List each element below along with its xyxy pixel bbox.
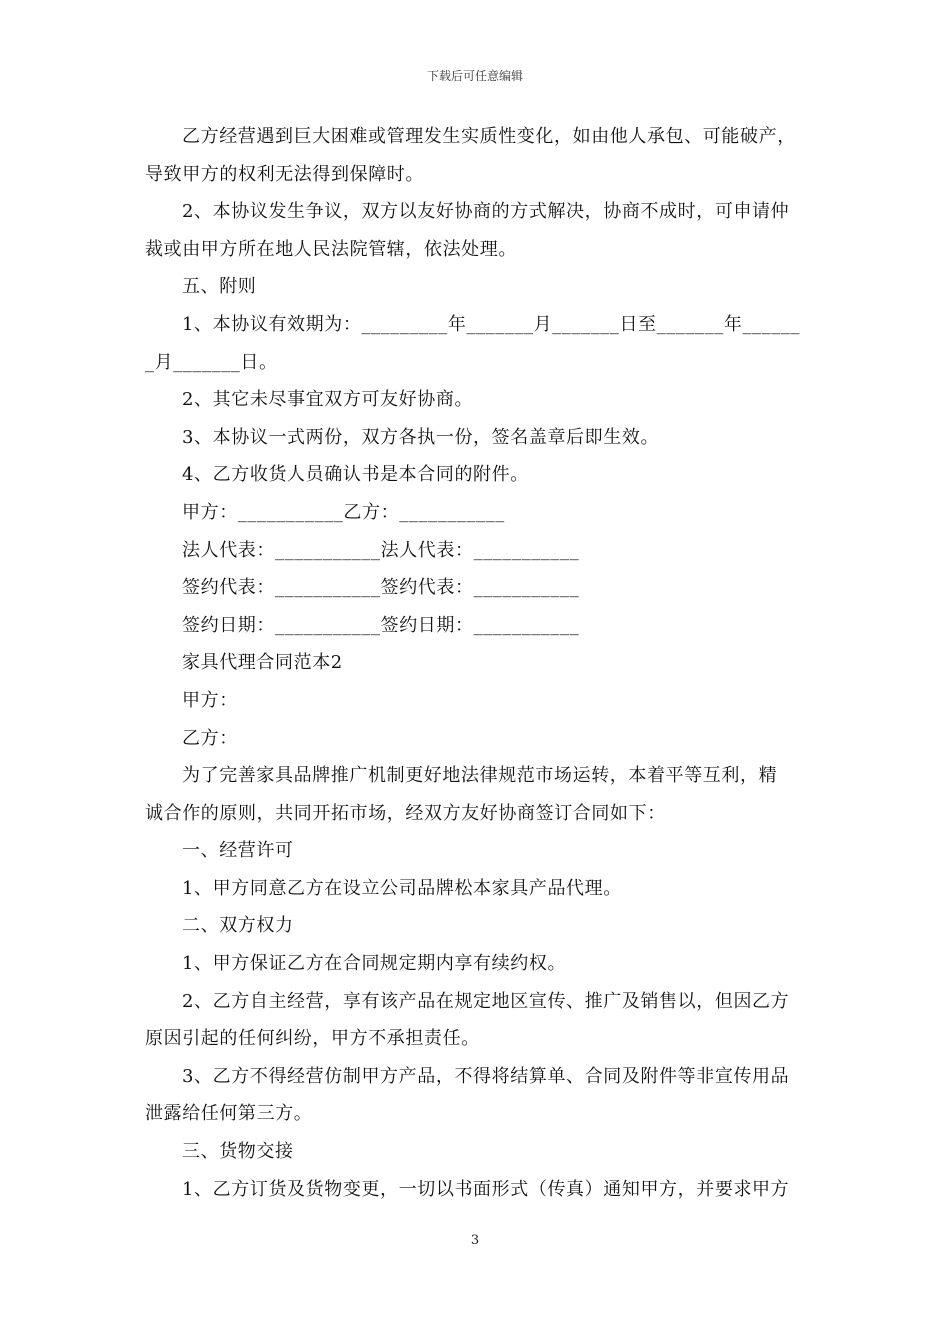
- signature-line: 签约代表：___________签约代表：___________: [182, 577, 580, 599]
- section-heading: 五、附则: [182, 276, 257, 298]
- page-number: 3: [470, 1233, 480, 1248]
- paragraph-line: 裁或由甲方所在地人民法院管辖，依法处理。: [145, 238, 517, 260]
- paragraph-line: 4、乙方收货人员确认书是本合同的附件。: [182, 464, 529, 486]
- section-heading: 三、货物交接: [182, 1141, 294, 1163]
- signature-line: 签约日期：___________签约日期：___________: [182, 614, 580, 636]
- paragraph-line: 为了完善家具品牌推广机制更好地法律规范市场运转，本着平等互利，精: [182, 765, 778, 787]
- paragraph-line: 1、甲方同意乙方在设立公司品牌松本家具产品代理。: [182, 877, 622, 899]
- paragraph-line: 2、其它未尽事宜双方可友好协商。: [182, 389, 474, 411]
- paragraph-line: 诚合作的原则，共同开拓市场，经双方友好协商签订合同如下：: [145, 802, 666, 824]
- signature-line: 甲方：___________乙方：___________: [182, 501, 505, 523]
- section-heading: 一、经营许可: [182, 840, 294, 862]
- paragraph-line: 1、乙方订货及货物变更，一切以书面形式（传真）通知甲方，并要求甲方: [182, 1178, 790, 1200]
- document-body: [145, 118, 809, 1208]
- paragraph-line: 乙方经营遇到巨大困难或管理发生实质性变化，如由他人承包、可能破产，: [182, 126, 796, 147]
- party-b-label: 乙方：: [182, 727, 238, 749]
- paragraph-line: 泄露给任何第三方。: [145, 1103, 313, 1125]
- section-heading: 二、双方权力: [182, 915, 294, 937]
- signature-line: 法人代表：___________法人代表：___________: [182, 539, 580, 561]
- page-header-note: 下载后可任意编辑: [426, 69, 523, 83]
- paragraph-line: 1、本协议有效期为：_________年_______月_______日至_______年______: [182, 313, 801, 335]
- paragraph-line: 2、本协议发生争议，双方以友好协商的方式解决，协商不成时，可申请仲: [182, 201, 790, 223]
- document-title: 家具代理合同范本2: [182, 652, 343, 674]
- paragraph-line: _月_______日。: [145, 351, 278, 373]
- paragraph-line: 原因引起的任何纠纷，甲方不承担责任。: [145, 1028, 480, 1050]
- party-a-label: 甲方：: [182, 689, 238, 711]
- paragraph-line: 3、乙方不得经营仿制甲方产品，不得将结算单、合同及附件等非宣传用品: [182, 1065, 790, 1087]
- paragraph-line: 2、乙方自主经营，享有该产品在规定地区宣传、推广及销售以，但因乙方: [182, 990, 790, 1012]
- paragraph-line: 3、本协议一式两份，双方各执一份，签名盖章后即生效。: [182, 426, 660, 448]
- paragraph-line: 1、甲方保证乙方在合同规定期内享有续约权。: [182, 953, 567, 975]
- paragraph-line: 导致甲方的权利无法得到保障时。: [145, 163, 424, 185]
